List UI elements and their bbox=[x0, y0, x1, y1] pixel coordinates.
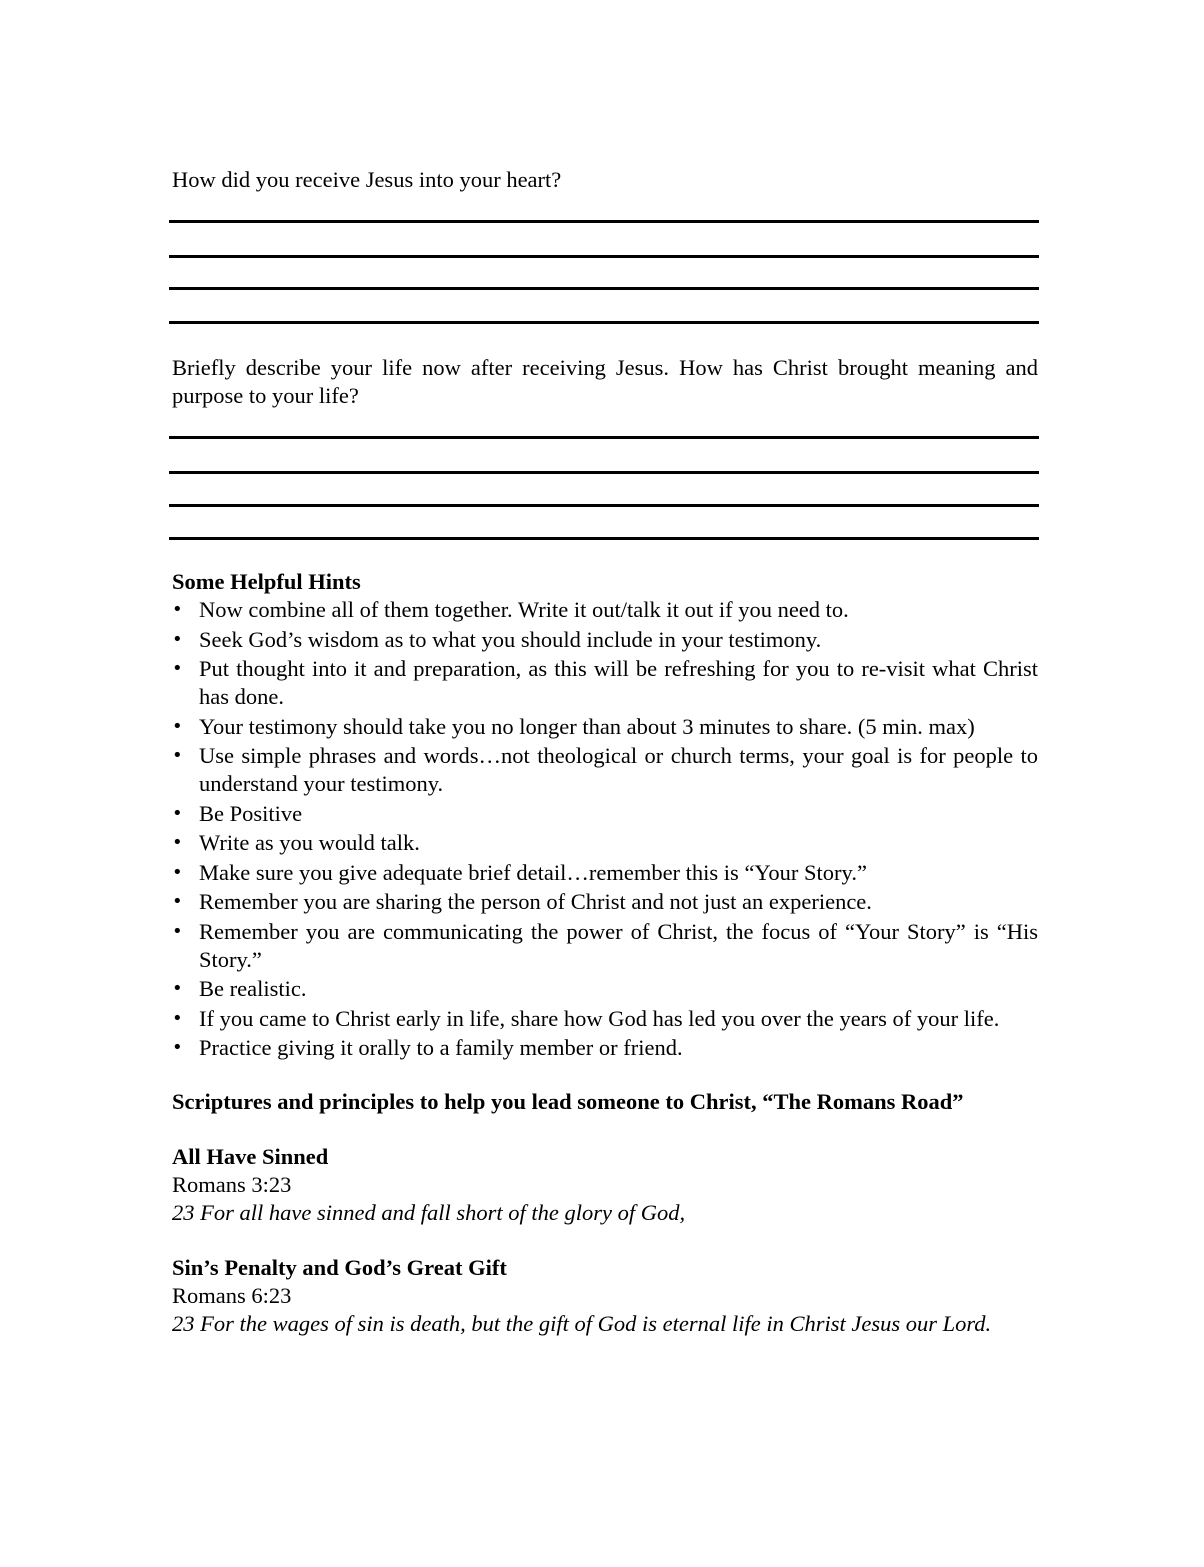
list-item: • If you came to Christ early in life, share how God has led you over the years of your life. bbox=[172, 1005, 1038, 1033]
answer-line[interactable] bbox=[169, 287, 1039, 290]
answer-line[interactable] bbox=[169, 537, 1039, 540]
page-content bbox=[172, 166, 1038, 1338]
scripture-verse: 23 For all have sinned and fall short of the glory of God, bbox=[172, 1200, 686, 1225]
list-item: • Be Positive bbox=[172, 800, 1038, 828]
list-item: • Be realistic. bbox=[172, 975, 1038, 1003]
list-item: • Remember you are communicating the power of Christ, the focus of “Your Story” is “His Story.” bbox=[172, 918, 1038, 974]
list-item: • Seek God’s wisdom as to what you should include in your testimony. bbox=[172, 626, 1038, 654]
answer-line[interactable] bbox=[169, 220, 1039, 223]
list-item: • Write as you would talk. bbox=[172, 829, 1038, 857]
answer-line[interactable] bbox=[169, 321, 1039, 324]
question-receive-jesus: How did you receive Jesus into your heart? bbox=[172, 167, 562, 192]
answer-line[interactable] bbox=[169, 471, 1039, 474]
answer-lines-1[interactable] bbox=[169, 220, 1039, 324]
scripture-verse: 23 For the wages of sin is death, but the gift of God is eternal life in Christ Jesus our Lord. bbox=[172, 1311, 992, 1336]
question-life-now: Briefly describe your life now after receiving Jesus. How has Christ brought meaning and purpose to your life? bbox=[172, 355, 1038, 408]
answer-line[interactable] bbox=[169, 436, 1039, 439]
scripture-reference: Romans 6:23 bbox=[172, 1283, 292, 1308]
answer-lines-2[interactable] bbox=[169, 436, 1039, 540]
scriptures-heading: Scriptures and principles to help you lead someone to Christ, “The Romans Road” bbox=[172, 1089, 964, 1114]
hints-list bbox=[172, 596, 1038, 1062]
section-title-sins-penalty: Sin’s Penalty and God’s Great Gift bbox=[172, 1255, 507, 1280]
list-item: • Remember you are sharing the person of Christ and not just an experience. bbox=[172, 888, 1038, 916]
list-item: • Put thought into it and preparation, as this will be refreshing for you to re-visit what Christ has done. bbox=[172, 655, 1038, 711]
list-item: • Now combine all of them together. Write it out/talk it out if you need to. bbox=[172, 596, 1038, 624]
list-item: • Use simple phrases and words…not theological or church terms, your goal is for people to understand your testimony. bbox=[172, 742, 1038, 798]
list-item: • Practice giving it orally to a family member or friend. bbox=[172, 1034, 1038, 1062]
list-item: • Make sure you give adequate brief detail…remember this is “Your Story.” bbox=[172, 859, 1038, 887]
hints-heading: Some Helpful Hints bbox=[172, 569, 361, 594]
list-item: • Your testimony should take you no longer than about 3 minutes to share. (5 min. max) bbox=[172, 713, 1038, 741]
answer-line[interactable] bbox=[169, 255, 1039, 258]
scripture-reference: Romans 3:23 bbox=[172, 1172, 292, 1197]
section-title-all-have-sinned: All Have Sinned bbox=[172, 1144, 329, 1169]
answer-line[interactable] bbox=[169, 504, 1039, 507]
